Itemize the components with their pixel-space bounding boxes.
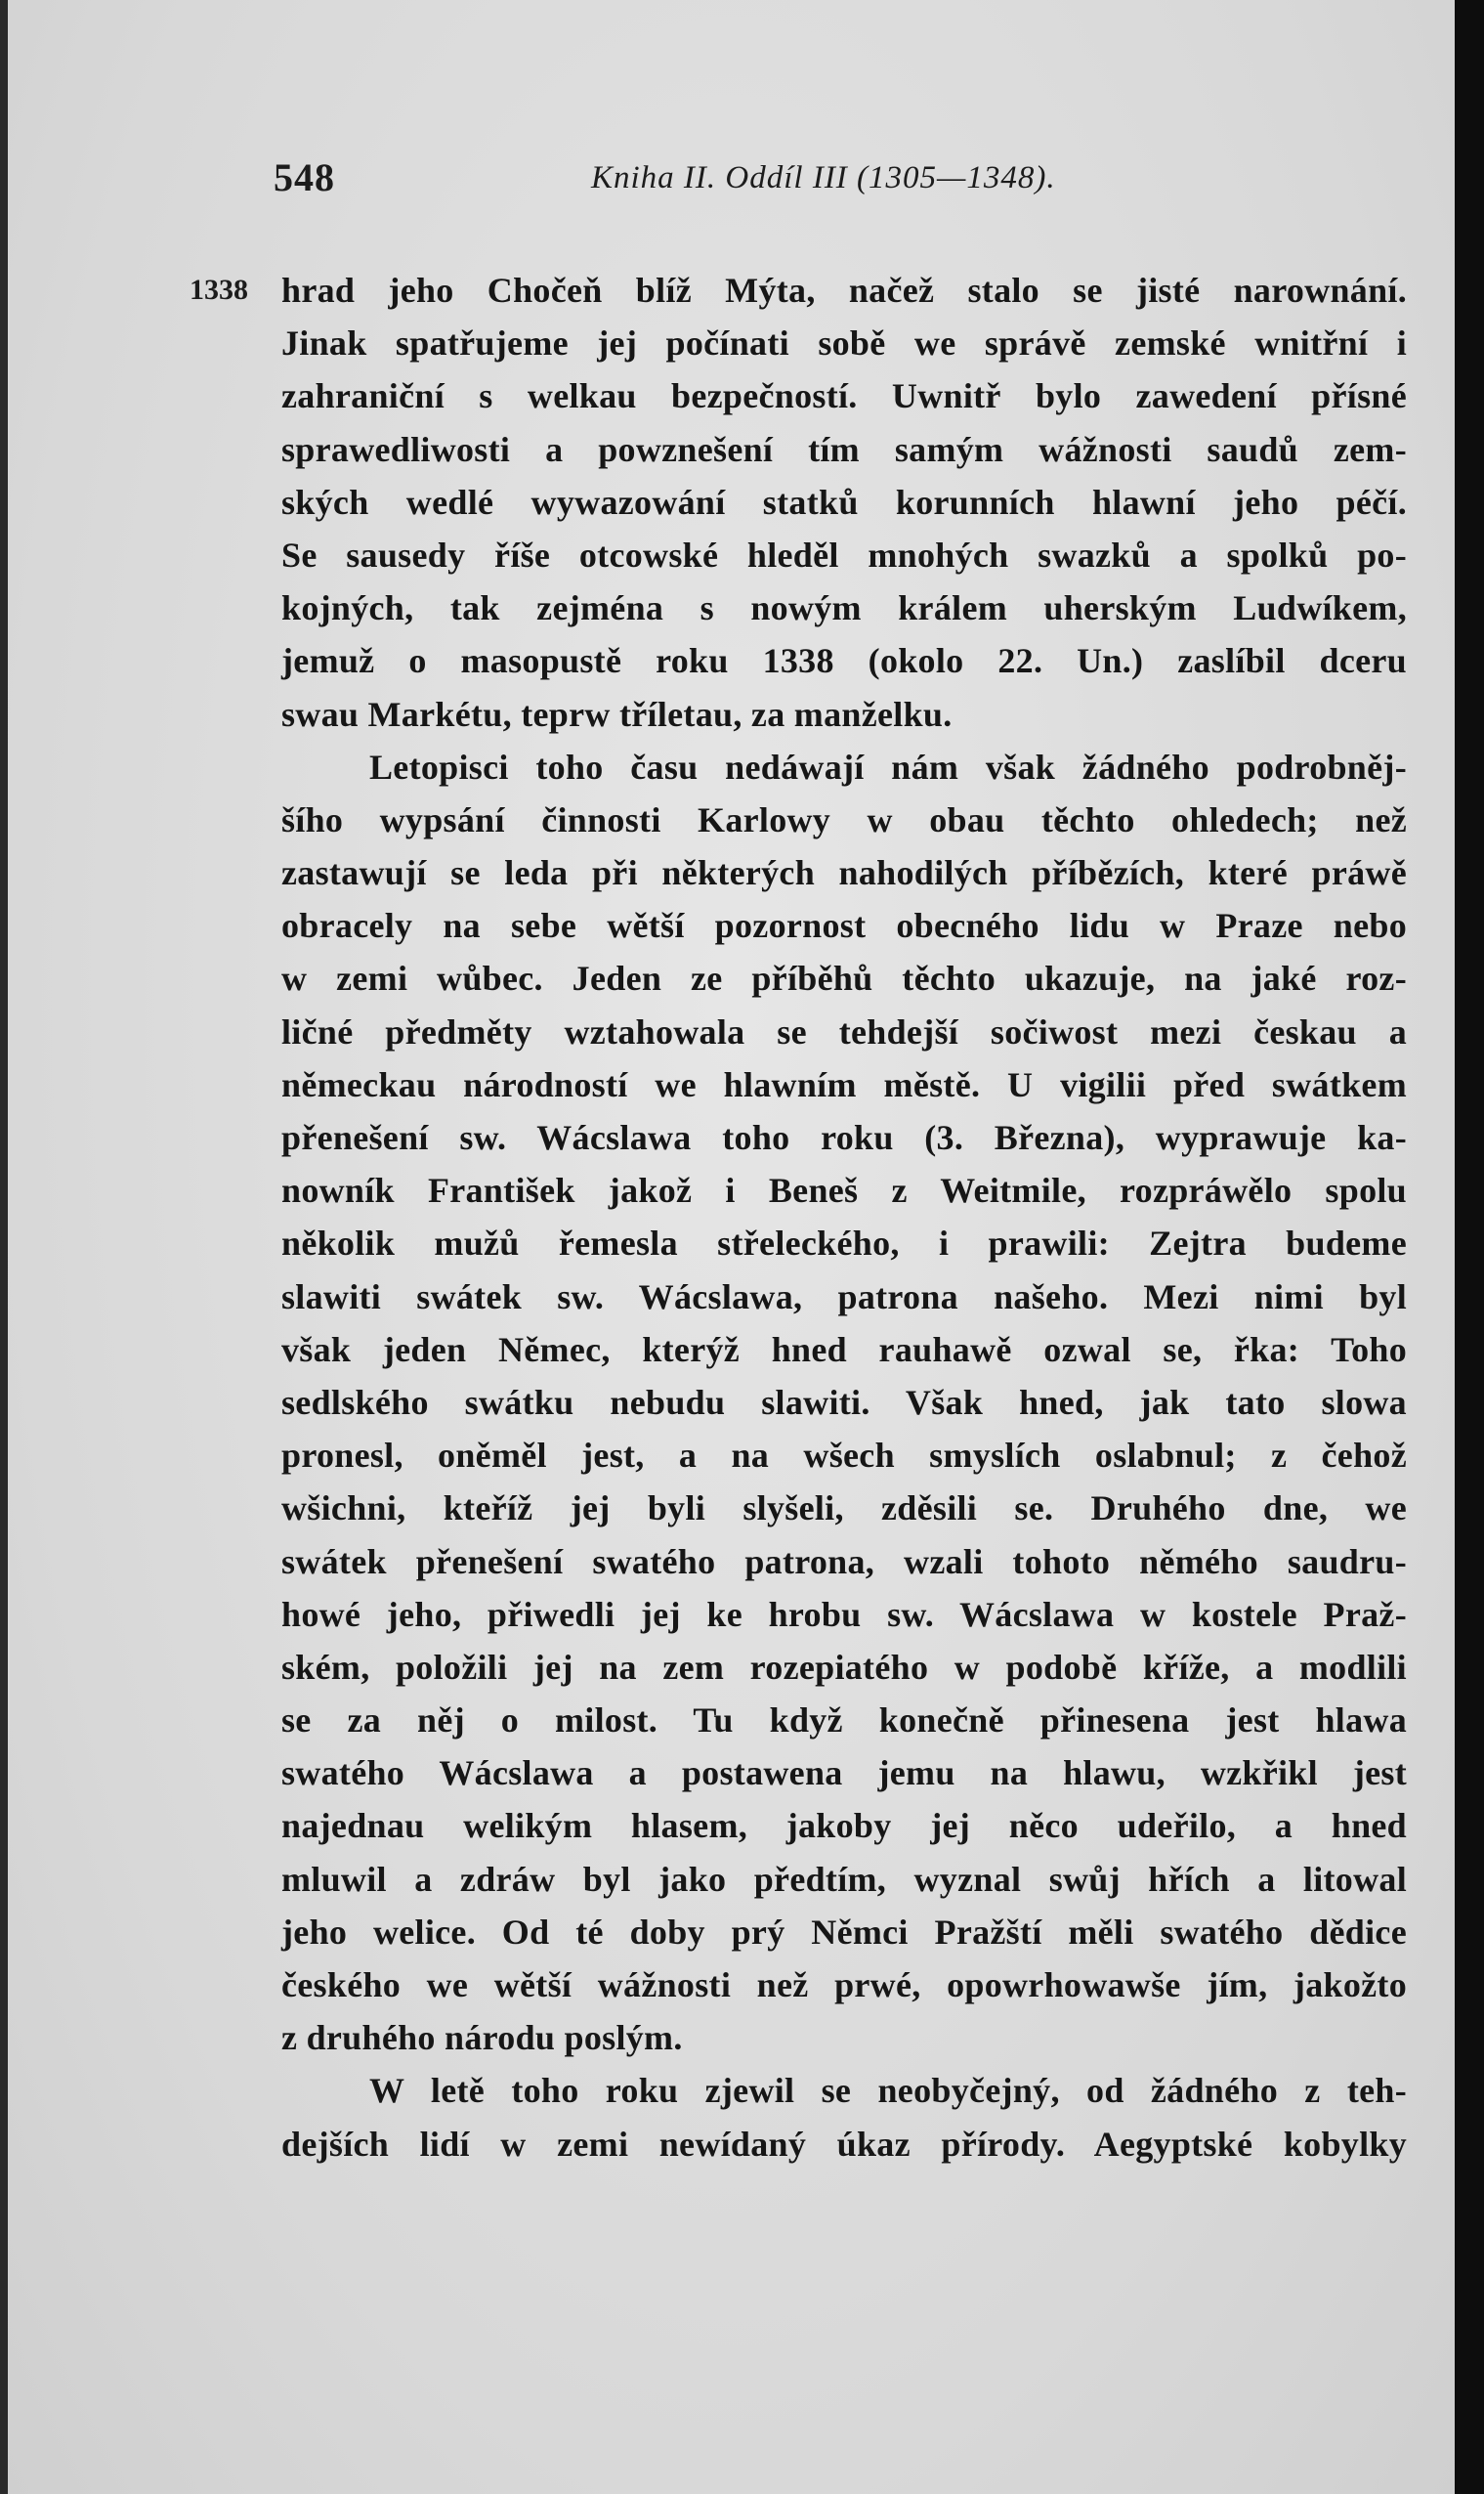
scan-border-right: [1455, 0, 1484, 2494]
running-head: Kniha II. Oddíl III (1305—1348).: [591, 160, 1056, 195]
text-line: Letopisci toho času nedáwají nám však žádného podrobněj-: [369, 747, 1407, 787]
text-line: dejších lidí w zemi newídaný úkaz přírody. Aegyptské kobylky: [281, 2124, 1407, 2164]
text-line: mluwil a zdráw byl jako předtím, wyznal swůj hřích a litowal: [281, 1859, 1407, 1899]
text-line: přenešení sw. Wácslawa toho roku (3. Března), wyprawuje ka-: [281, 1118, 1407, 1157]
text-line: českého we wětší wážnosti než prwé, opowrhowawše jím, jakožto: [281, 1965, 1407, 2004]
page-number: 548: [274, 155, 335, 199]
text-line: swátek přenešení swatého patrona, wzali tohoto němého saudru-: [281, 1541, 1407, 1581]
text-line: slawiti swátek sw. Wácslawa, patrona našeho. Mezi nimi byl: [281, 1276, 1407, 1316]
text-line: w zemi wůbec. Jeden ze příběhů těchto ukazuje, na jaké roz-: [281, 959, 1407, 999]
text-line: několik mužů řemesla střeleckého, i prawili: Zejtra budeme: [281, 1224, 1407, 1264]
text-line: howé jeho, přiwedli jej ke hrobu sw. Wácslawa w kostele Praž-: [281, 1594, 1407, 1634]
text-line: Jinak spatřujeme jej počínati sobě we správě zemské wnitřní i: [281, 323, 1407, 364]
body-text: [281, 264, 1407, 2171]
book-page: [8, 0, 1455, 2494]
text-line: zahraniční s welkau bezpečností. Uwnitř bylo zawedení přísné: [281, 376, 1407, 416]
text-line: jeho welice. Od té doby prý Němci Pražští měli swatého dědice: [281, 1912, 1407, 1952]
text-line: šího wypsání činnosti Karlowy w obau těchto ohledech; než: [281, 799, 1407, 839]
text-line: německau národností we hlawním městě. U vigilii před swátkem: [281, 1064, 1407, 1104]
margin-year-note: 1338: [190, 274, 248, 306]
text-line: nowník František jakož i Beneš z Weitmile, rozpráwělo spolu: [281, 1171, 1407, 1211]
text-line: obracely na sebe wětší pozornost obecného lidu w Praze nebo: [281, 906, 1407, 946]
text-line: jemuž o masopustě roku 1338 (okolo 22. Un.) zaslíbil dceru: [281, 641, 1407, 681]
text-line: kojných, tak zejména s nowým králem uherským Ludwíkem,: [281, 588, 1407, 628]
text-line: najednau welikým hlasem, jakoby jej něco udeřilo, a hned: [281, 1806, 1407, 1846]
text-line: W letě toho roku zjewil se neobyčejný, od žádného z teh-: [369, 2071, 1407, 2111]
text-line: sedlského swátku nebudu slawiti. Však hned, jak tato slowa: [281, 1382, 1407, 1422]
text-line: swau Markétu, teprw tříletau, za manželku.: [281, 694, 953, 734]
text-line: pronesl, oněměl jest, a na wšech smyslích oslabnul; z čehož: [281, 1436, 1407, 1476]
text-line: zastawují se leda při některých nahodilých příbězích, které práwě: [281, 853, 1407, 893]
text-line: hrad jeho Chočeň blíž Mýta, načež stalo se jisté narownání.: [281, 271, 1407, 310]
text-line: ském, položili jej na zem rozepiatého w podobě kříže, a modlili: [281, 1647, 1407, 1687]
text-line: se za něj o milost. Tu když konečně přinesena jest hlawa: [281, 1700, 1407, 1741]
scan-border-left: [0, 0, 8, 2494]
text-line: ských wedlé wywazowání statků korunních hlawní jeho péčí.: [281, 482, 1407, 522]
paragraph-2: [281, 741, 1407, 2065]
paragraph-3: [281, 2064, 1407, 2170]
text-line: swatého Wácslawa a postawena jemu na hlawu, wzkřikl jest: [281, 1753, 1407, 1793]
text-line: ličné předměty wztahowala se tehdejší sočiwost mezi českau a: [281, 1011, 1407, 1052]
text-line: však jeden Němec, kterýž hned rauhawě ozwal se, řka: Toho: [281, 1329, 1407, 1369]
text-line: Se sausedy říše otcowské hleděl mnohých swazků a spolků po-: [281, 535, 1407, 575]
text-line: wšichni, kteříž jej byli slyšeli, zděsili se. Druhého dne, we: [281, 1488, 1407, 1528]
paragraph-1: [281, 264, 1407, 741]
text-line: sprawedliwosti a powznešení tím samým wážnosti saudů zem-: [281, 429, 1407, 469]
page-header: [274, 154, 1114, 213]
text-line: z druhého národu poslým.: [281, 2018, 683, 2058]
